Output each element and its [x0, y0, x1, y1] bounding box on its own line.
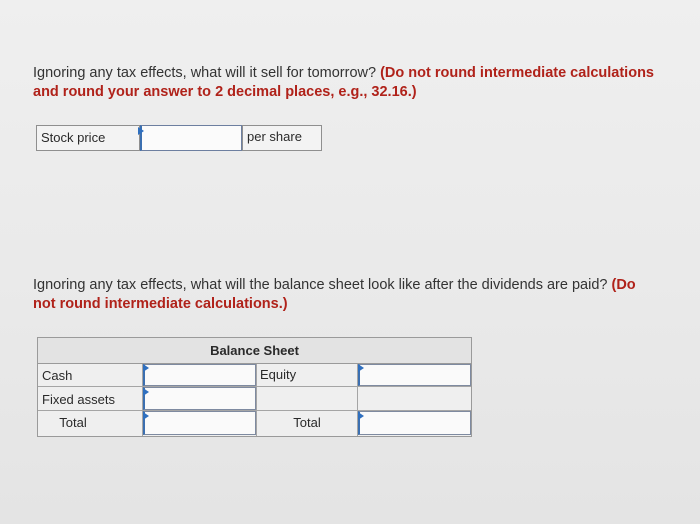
question-1-instruction: (Do not round intermediate calculations and round your answer to 2 decimal places, e.g., 32.16.)	[33, 65, 654, 100]
equity-input[interactable]	[358, 364, 471, 386]
stock-price-row	[36, 125, 322, 151]
question-2	[33, 276, 653, 314]
balance-sheet-table	[37, 337, 472, 437]
question-1-text: Ignoring any tax effects, what will it sell for tomorrow?	[33, 65, 377, 81]
total-liabilities-equity-input[interactable]	[358, 411, 471, 435]
equity-label: Equity	[260, 367, 297, 382]
input-flag-icon	[358, 412, 364, 420]
total-assets-input[interactable]	[143, 411, 256, 435]
stock-price-label: Stock price	[36, 125, 140, 151]
input-flag-icon	[143, 388, 149, 396]
question-1	[33, 64, 673, 102]
input-flag-icon	[138, 127, 144, 135]
cash-label: Cash	[42, 368, 73, 383]
input-flag-icon	[358, 364, 364, 372]
fixed-assets-label: Fixed assets	[42, 392, 115, 407]
cash-input[interactable]	[143, 364, 256, 386]
stock-price-unit: per share	[242, 125, 322, 151]
balance-sheet-title: Balance Sheet	[38, 338, 471, 364]
total-liabilities-equity-label: Total	[293, 415, 321, 430]
stock-price-input[interactable]	[140, 125, 242, 151]
input-flag-icon	[143, 364, 149, 372]
question-2-text: Ignoring any tax effects, what will the balance sheet look like after the dividends are paid?	[33, 277, 608, 293]
question-2-instruction: (Do not round intermediate calculations.)	[33, 277, 636, 312]
fixed-assets-input[interactable]	[143, 387, 256, 410]
total-assets-label: Total	[59, 415, 87, 430]
input-flag-icon	[143, 412, 149, 420]
